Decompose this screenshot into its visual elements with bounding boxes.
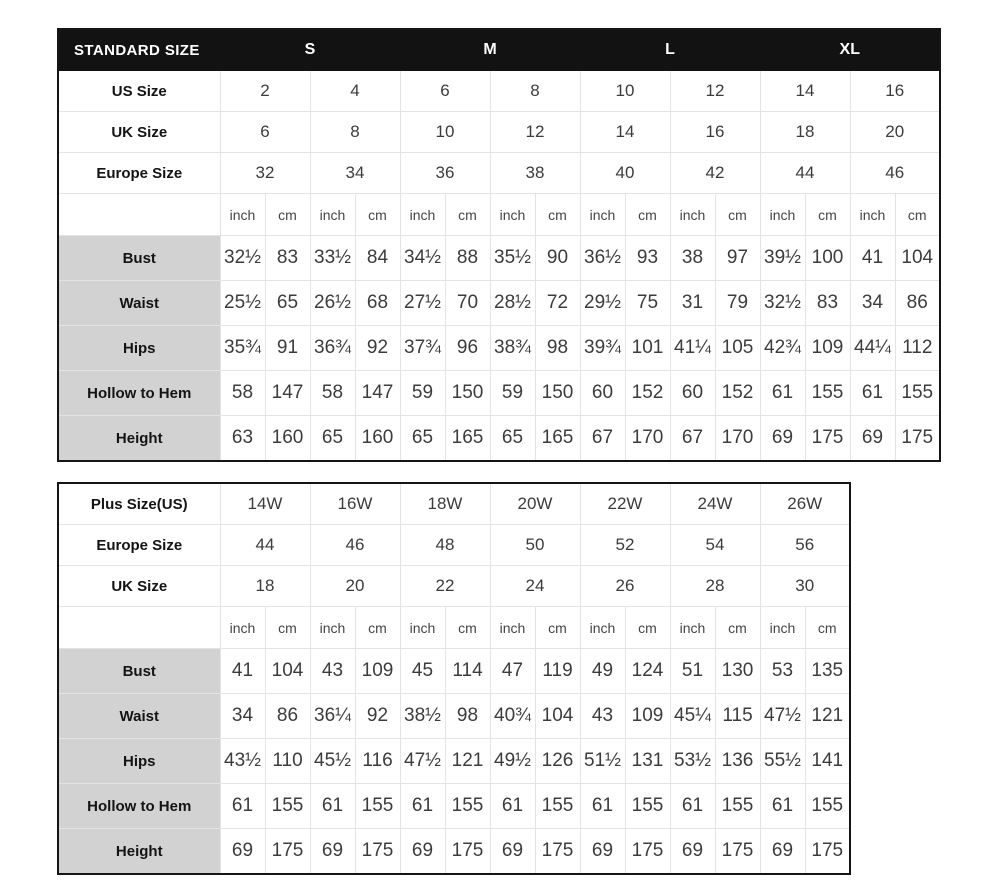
measurement-value-cell: 155 xyxy=(625,784,670,829)
measurement-value-cell: 38 xyxy=(670,236,715,281)
measurement-value-cell: 51½ xyxy=(580,739,625,784)
measurement-value-cell: 155 xyxy=(715,784,760,829)
measurement-value-cell: 175 xyxy=(715,829,760,875)
measurement-row xyxy=(58,649,850,694)
measurement-value-cell: 175 xyxy=(805,829,850,875)
size-group-header: M xyxy=(400,29,580,71)
measurement-value-cell: 175 xyxy=(805,416,850,462)
measurement-value-cell: 47 xyxy=(490,649,535,694)
size-value-cell: 14W xyxy=(220,483,310,525)
row-label: Europe Size xyxy=(58,153,220,194)
unit-header-cell: inch xyxy=(760,194,805,236)
blank-cell xyxy=(58,607,220,649)
unit-header-cell: inch xyxy=(400,194,445,236)
measurement-value-cell: 104 xyxy=(265,649,310,694)
size-value-cell: 14 xyxy=(760,71,850,112)
measurement-value-cell: 92 xyxy=(355,694,400,739)
measurement-value-cell: 155 xyxy=(895,371,940,416)
measurement-value-cell: 160 xyxy=(355,416,400,462)
measurement-value-cell: 101 xyxy=(625,326,670,371)
size-value-cell: 20 xyxy=(310,566,400,607)
measurement-value-cell: 41¼ xyxy=(670,326,715,371)
measurement-row xyxy=(58,236,940,281)
size-value-cell: 48 xyxy=(400,525,490,566)
measurement-value-cell: 147 xyxy=(355,371,400,416)
size-value-cell: 6 xyxy=(400,71,490,112)
size-value-cell: 36 xyxy=(400,153,490,194)
measurement-value-cell: 175 xyxy=(445,829,490,875)
unit-header-row xyxy=(58,194,940,236)
measurement-row xyxy=(58,739,850,784)
size-value-cell: 16W xyxy=(310,483,400,525)
measurement-value-cell: 150 xyxy=(445,371,490,416)
measurement-value-cell: 59 xyxy=(490,371,535,416)
measurement-value-cell: 69 xyxy=(400,829,445,875)
size-value-cell: 40 xyxy=(580,153,670,194)
measurement-value-cell: 170 xyxy=(625,416,670,462)
measurement-value-cell: 67 xyxy=(670,416,715,462)
size-value-cell: 54 xyxy=(670,525,760,566)
unit-header-cell: cm xyxy=(265,194,310,236)
size-value-cell: 18 xyxy=(760,112,850,153)
unit-header-cell: cm xyxy=(895,194,940,236)
measurement-value-cell: 155 xyxy=(805,371,850,416)
unit-header-cell: cm xyxy=(805,194,850,236)
measurement-value-cell: 47½ xyxy=(760,694,805,739)
measurement-value-cell: 79 xyxy=(715,281,760,326)
size-row xyxy=(58,566,850,607)
size-value-cell: 46 xyxy=(850,153,940,194)
measurement-value-cell: 47½ xyxy=(400,739,445,784)
measurement-value-cell: 175 xyxy=(355,829,400,875)
measurement-value-cell: 105 xyxy=(715,326,760,371)
size-row xyxy=(58,153,940,194)
measurement-value-cell: 160 xyxy=(265,416,310,462)
measurement-value-cell: 59 xyxy=(400,371,445,416)
measurement-value-cell: 31 xyxy=(670,281,715,326)
measurement-value-cell: 69 xyxy=(670,829,715,875)
measurement-value-cell: 43½ xyxy=(220,739,265,784)
measurement-value-cell: 165 xyxy=(535,416,580,462)
measurement-value-cell: 104 xyxy=(895,236,940,281)
size-value-cell: 28 xyxy=(670,566,760,607)
size-value-cell: 8 xyxy=(310,112,400,153)
size-value-cell: 56 xyxy=(760,525,850,566)
unit-header-cell: cm xyxy=(445,194,490,236)
measurement-value-cell: 51 xyxy=(670,649,715,694)
measurement-value-cell: 61 xyxy=(490,784,535,829)
measurement-value-cell: 175 xyxy=(625,829,670,875)
size-group-header: L xyxy=(580,29,760,71)
measurement-value-cell: 83 xyxy=(805,281,850,326)
measurement-value-cell: 98 xyxy=(535,326,580,371)
size-value-cell: 42 xyxy=(670,153,760,194)
size-value-cell: 24 xyxy=(490,566,580,607)
measurement-value-cell: 37¾ xyxy=(400,326,445,371)
size-value-cell: 26 xyxy=(580,566,670,607)
measurement-value-cell: 40¾ xyxy=(490,694,535,739)
measurement-value-cell: 110 xyxy=(265,739,310,784)
measurement-value-cell: 55½ xyxy=(760,739,805,784)
row-label: Plus Size(US) xyxy=(58,483,220,525)
measurement-value-cell: 155 xyxy=(445,784,490,829)
measurement-value-cell: 96 xyxy=(445,326,490,371)
measurement-value-cell: 32½ xyxy=(220,236,265,281)
measurement-value-cell: 53½ xyxy=(670,739,715,784)
measurement-row-label: Hips xyxy=(58,739,220,784)
measurement-row xyxy=(58,281,940,326)
measurement-value-cell: 165 xyxy=(445,416,490,462)
measurement-value-cell: 86 xyxy=(895,281,940,326)
measurement-value-cell: 41 xyxy=(850,236,895,281)
measurement-value-cell: 26½ xyxy=(310,281,355,326)
measurement-value-cell: 93 xyxy=(625,236,670,281)
measurement-value-cell: 121 xyxy=(805,694,850,739)
measurement-value-cell: 114 xyxy=(445,649,490,694)
measurement-value-cell: 25½ xyxy=(220,281,265,326)
measurement-row-label: Height xyxy=(58,829,220,875)
measurement-value-cell: 60 xyxy=(580,371,625,416)
measurement-row xyxy=(58,829,850,875)
measurement-value-cell: 175 xyxy=(265,829,310,875)
measurement-row-label: Hips xyxy=(58,326,220,371)
unit-header-cell: inch xyxy=(220,194,265,236)
measurement-value-cell: 84 xyxy=(355,236,400,281)
measurement-value-cell: 100 xyxy=(805,236,850,281)
measurement-value-cell: 60 xyxy=(670,371,715,416)
unit-header-cell: inch xyxy=(400,607,445,649)
measurement-value-cell: 29½ xyxy=(580,281,625,326)
measurement-value-cell: 155 xyxy=(535,784,580,829)
measurement-value-cell: 69 xyxy=(850,416,895,462)
unit-header-cell: cm xyxy=(715,607,760,649)
measurement-value-cell: 63 xyxy=(220,416,265,462)
measurement-value-cell: 141 xyxy=(805,739,850,784)
unit-header-cell: cm xyxy=(355,194,400,236)
measurement-value-cell: 130 xyxy=(715,649,760,694)
measurement-row xyxy=(58,784,850,829)
size-value-cell: 16 xyxy=(670,112,760,153)
size-value-cell: 22W xyxy=(580,483,670,525)
size-value-cell: 22 xyxy=(400,566,490,607)
size-value-cell: 30 xyxy=(760,566,850,607)
unit-header-cell: inch xyxy=(580,607,625,649)
size-value-cell: 44 xyxy=(760,153,850,194)
measurement-row xyxy=(58,694,850,739)
measurement-value-cell: 152 xyxy=(715,371,760,416)
measurement-value-cell: 109 xyxy=(625,694,670,739)
measurement-value-cell: 42¾ xyxy=(760,326,805,371)
measurement-value-cell: 35½ xyxy=(490,236,535,281)
size-value-cell: 12 xyxy=(490,112,580,153)
measurement-value-cell: 69 xyxy=(490,829,535,875)
measurement-value-cell: 65 xyxy=(490,416,535,462)
measurement-value-cell: 61 xyxy=(400,784,445,829)
measurement-row xyxy=(58,371,940,416)
measurement-value-cell: 69 xyxy=(310,829,355,875)
unit-header-cell: cm xyxy=(535,194,580,236)
unit-header-cell: inch xyxy=(670,607,715,649)
size-value-cell: 44 xyxy=(220,525,310,566)
size-value-cell: 38 xyxy=(490,153,580,194)
measurement-value-cell: 69 xyxy=(760,416,805,462)
measurement-value-cell: 97 xyxy=(715,236,760,281)
measurement-value-cell: 61 xyxy=(850,371,895,416)
unit-header-cell: inch xyxy=(220,607,265,649)
size-group-header: XL xyxy=(760,29,940,71)
measurement-value-cell: 44¼ xyxy=(850,326,895,371)
measurement-value-cell: 35¾ xyxy=(220,326,265,371)
size-row xyxy=(58,71,940,112)
row-label: UK Size xyxy=(58,112,220,153)
unit-header-cell: cm xyxy=(535,607,580,649)
measurement-row-label: Hollow to Hem xyxy=(58,784,220,829)
measurement-value-cell: 36¼ xyxy=(310,694,355,739)
measurement-value-cell: 49 xyxy=(580,649,625,694)
unit-header-cell: inch xyxy=(490,194,535,236)
size-value-cell: 10 xyxy=(400,112,490,153)
measurement-value-cell: 41 xyxy=(220,649,265,694)
measurement-value-cell: 83 xyxy=(265,236,310,281)
measurement-value-cell: 90 xyxy=(535,236,580,281)
measurement-value-cell: 70 xyxy=(445,281,490,326)
unit-header-cell: cm xyxy=(805,607,850,649)
measurement-row-label: Waist xyxy=(58,281,220,326)
measurement-value-cell: 65 xyxy=(265,281,310,326)
measurement-value-cell: 116 xyxy=(355,739,400,784)
measurement-value-cell: 115 xyxy=(715,694,760,739)
blank-cell xyxy=(58,194,220,236)
measurement-value-cell: 135 xyxy=(805,649,850,694)
unit-header-cell: cm xyxy=(445,607,490,649)
measurement-value-cell: 75 xyxy=(625,281,670,326)
measurement-value-cell: 45 xyxy=(400,649,445,694)
measurement-value-cell: 58 xyxy=(310,371,355,416)
measurement-value-cell: 45½ xyxy=(310,739,355,784)
measurement-value-cell: 150 xyxy=(535,371,580,416)
measurement-row-label: Waist xyxy=(58,694,220,739)
measurement-value-cell: 36¾ xyxy=(310,326,355,371)
measurement-value-cell: 155 xyxy=(805,784,850,829)
size-value-cell: 34 xyxy=(310,153,400,194)
measurement-value-cell: 58 xyxy=(220,371,265,416)
measurement-value-cell: 136 xyxy=(715,739,760,784)
size-value-cell: 8 xyxy=(490,71,580,112)
size-value-cell: 4 xyxy=(310,71,400,112)
measurement-value-cell: 45¼ xyxy=(670,694,715,739)
size-value-cell: 16 xyxy=(850,71,940,112)
size-value-cell: 18W xyxy=(400,483,490,525)
measurement-value-cell: 170 xyxy=(715,416,760,462)
unit-header-cell: inch xyxy=(310,194,355,236)
size-row xyxy=(58,112,940,153)
measurement-value-cell: 43 xyxy=(580,694,625,739)
measurement-value-cell: 175 xyxy=(895,416,940,462)
measurement-value-cell: 38½ xyxy=(400,694,445,739)
unit-header-cell: cm xyxy=(625,194,670,236)
measurement-value-cell: 61 xyxy=(670,784,715,829)
measurement-value-cell: 124 xyxy=(625,649,670,694)
measurement-value-cell: 152 xyxy=(625,371,670,416)
table-title: STANDARD SIZE xyxy=(58,29,220,71)
measurement-value-cell: 155 xyxy=(265,784,310,829)
measurement-value-cell: 39¾ xyxy=(580,326,625,371)
measurement-row-label: Hollow to Hem xyxy=(58,371,220,416)
measurement-value-cell: 112 xyxy=(895,326,940,371)
measurement-value-cell: 32½ xyxy=(760,281,805,326)
size-row xyxy=(58,483,850,525)
measurement-value-cell: 147 xyxy=(265,371,310,416)
unit-header-row xyxy=(58,607,850,649)
measurement-value-cell: 119 xyxy=(535,649,580,694)
measurement-value-cell: 155 xyxy=(355,784,400,829)
measurement-value-cell: 88 xyxy=(445,236,490,281)
measurement-value-cell: 61 xyxy=(310,784,355,829)
size-value-cell: 10 xyxy=(580,71,670,112)
measurement-value-cell: 38¾ xyxy=(490,326,535,371)
size-value-cell: 18 xyxy=(220,566,310,607)
measurement-value-cell: 69 xyxy=(220,829,265,875)
measurement-value-cell: 175 xyxy=(535,829,580,875)
measurement-value-cell: 69 xyxy=(580,829,625,875)
measurement-value-cell: 98 xyxy=(445,694,490,739)
size-value-cell: 46 xyxy=(310,525,400,566)
size-row xyxy=(58,525,850,566)
size-value-cell: 12 xyxy=(670,71,760,112)
measurement-value-cell: 131 xyxy=(625,739,670,784)
measurement-value-cell: 121 xyxy=(445,739,490,784)
measurement-value-cell: 53 xyxy=(760,649,805,694)
size-value-cell: 2 xyxy=(220,71,310,112)
measurement-row xyxy=(58,326,940,371)
measurement-value-cell: 34 xyxy=(220,694,265,739)
row-label: Europe Size xyxy=(58,525,220,566)
row-label: UK Size xyxy=(58,566,220,607)
measurement-value-cell: 61 xyxy=(580,784,625,829)
plus-size-table xyxy=(57,482,851,875)
measurement-value-cell: 109 xyxy=(805,326,850,371)
unit-header-cell: inch xyxy=(580,194,625,236)
measurement-row xyxy=(58,416,940,462)
measurement-value-cell: 36½ xyxy=(580,236,625,281)
unit-header-cell: inch xyxy=(310,607,355,649)
size-value-cell: 20W xyxy=(490,483,580,525)
measurement-value-cell: 34 xyxy=(850,281,895,326)
measurement-value-cell: 43 xyxy=(310,649,355,694)
measurement-value-cell: 65 xyxy=(400,416,445,462)
measurement-value-cell: 72 xyxy=(535,281,580,326)
size-value-cell: 32 xyxy=(220,153,310,194)
measurement-value-cell: 34½ xyxy=(400,236,445,281)
measurement-value-cell: 33½ xyxy=(310,236,355,281)
measurement-value-cell: 104 xyxy=(535,694,580,739)
unit-header-cell: cm xyxy=(715,194,760,236)
row-label: US Size xyxy=(58,71,220,112)
measurement-value-cell: 61 xyxy=(760,371,805,416)
unit-header-cell: cm xyxy=(355,607,400,649)
measurement-value-cell: 126 xyxy=(535,739,580,784)
measurement-value-cell: 86 xyxy=(265,694,310,739)
size-value-cell: 14 xyxy=(580,112,670,153)
measurement-value-cell: 91 xyxy=(265,326,310,371)
measurement-row-label: Bust xyxy=(58,236,220,281)
measurement-value-cell: 28½ xyxy=(490,281,535,326)
unit-header-cell: inch xyxy=(850,194,895,236)
size-group-header: S xyxy=(220,29,400,71)
measurement-value-cell: 49½ xyxy=(490,739,535,784)
unit-header-cell: cm xyxy=(625,607,670,649)
measurement-value-cell: 69 xyxy=(760,829,805,875)
measurement-value-cell: 65 xyxy=(310,416,355,462)
size-value-cell: 52 xyxy=(580,525,670,566)
measurement-value-cell: 68 xyxy=(355,281,400,326)
measurement-row-label: Height xyxy=(58,416,220,462)
measurement-value-cell: 109 xyxy=(355,649,400,694)
unit-header-cell: inch xyxy=(490,607,535,649)
measurement-value-cell: 27½ xyxy=(400,281,445,326)
size-value-cell: 20 xyxy=(850,112,940,153)
size-value-cell: 50 xyxy=(490,525,580,566)
unit-header-cell: inch xyxy=(670,194,715,236)
size-value-cell: 6 xyxy=(220,112,310,153)
measurement-value-cell: 39½ xyxy=(760,236,805,281)
measurement-value-cell: 61 xyxy=(760,784,805,829)
table-header-row xyxy=(58,29,940,71)
size-value-cell: 26W xyxy=(760,483,850,525)
size-value-cell: 24W xyxy=(670,483,760,525)
measurement-value-cell: 61 xyxy=(220,784,265,829)
standard-size-table xyxy=(57,28,941,462)
measurement-row-label: Bust xyxy=(58,649,220,694)
unit-header-cell: inch xyxy=(760,607,805,649)
measurement-value-cell: 67 xyxy=(580,416,625,462)
unit-header-cell: cm xyxy=(265,607,310,649)
measurement-value-cell: 92 xyxy=(355,326,400,371)
